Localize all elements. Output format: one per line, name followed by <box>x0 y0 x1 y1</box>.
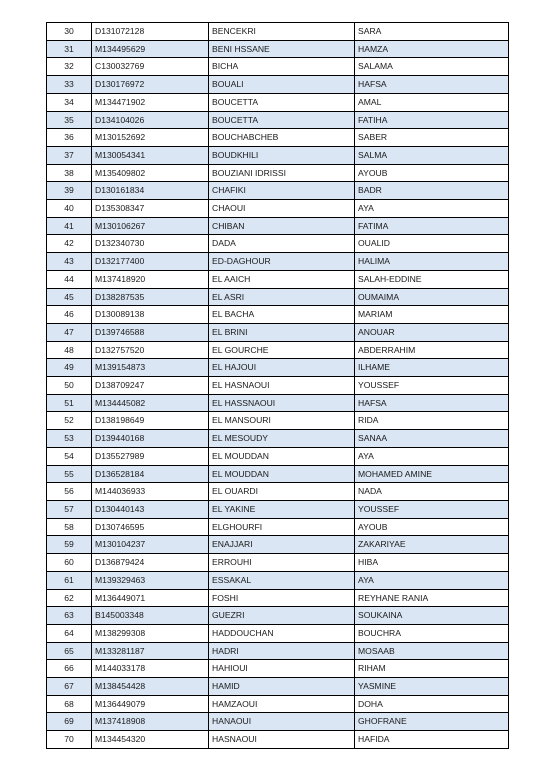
first-name-cell: GHOFRANE <box>355 713 509 731</box>
first-name-cell: YASMINE <box>355 678 509 696</box>
student-id-cell: D130089138 <box>92 306 209 324</box>
first-name-cell: FATIHA <box>355 111 509 129</box>
student-id-cell: M135409802 <box>92 164 209 182</box>
row-number-cell: 47 <box>47 323 92 341</box>
last-name-cell: EL MESOUDY <box>209 430 355 448</box>
student-id-cell: D136879424 <box>92 554 209 572</box>
row-number-cell: 38 <box>47 164 92 182</box>
last-name-cell: EL MOUDDAN <box>209 447 355 465</box>
student-id-cell: D138287535 <box>92 288 209 306</box>
row-number-cell: 31 <box>47 40 92 58</box>
last-name-cell: BOUCETTA <box>209 111 355 129</box>
row-number-cell: 53 <box>47 430 92 448</box>
last-name-cell: BENCEKRI <box>209 23 355 41</box>
last-name-cell: EL YAKINE <box>209 500 355 518</box>
first-name-cell: ANOUAR <box>355 323 509 341</box>
table-row <box>47 270 509 288</box>
student-id-cell: M137418908 <box>92 713 209 731</box>
table-row <box>47 731 509 749</box>
table-row <box>47 394 509 412</box>
table-row <box>47 713 509 731</box>
table-row <box>47 288 509 306</box>
last-name-cell: HAHIOUI <box>209 660 355 678</box>
last-name-cell: EL HASSNAOUI <box>209 394 355 412</box>
last-name-cell: ELGHOURFI <box>209 518 355 536</box>
row-number-cell: 65 <box>47 642 92 660</box>
last-name-cell: HANAOUI <box>209 713 355 731</box>
first-name-cell: YOUSSEF <box>355 377 509 395</box>
last-name-cell: EL MOUDDAN <box>209 465 355 483</box>
student-id-cell: M144033178 <box>92 660 209 678</box>
student-id-cell: M134454320 <box>92 731 209 749</box>
row-number-cell: 67 <box>47 678 92 696</box>
student-list-sheet <box>46 22 508 749</box>
first-name-cell: HAFSA <box>355 76 509 94</box>
last-name-cell: BOUDKHILI <box>209 146 355 164</box>
row-number-cell: 70 <box>47 731 92 749</box>
table-row <box>47 306 509 324</box>
first-name-cell: OUALID <box>355 235 509 253</box>
student-id-cell: D132340730 <box>92 235 209 253</box>
first-name-cell: BOUCHRA <box>355 624 509 642</box>
row-number-cell: 62 <box>47 589 92 607</box>
last-name-cell: EL MANSOURI <box>209 412 355 430</box>
row-number-cell: 69 <box>47 713 92 731</box>
student-id-cell: D132757520 <box>92 341 209 359</box>
row-number-cell: 36 <box>47 129 92 147</box>
row-number-cell: 63 <box>47 607 92 625</box>
table-row <box>47 146 509 164</box>
row-number-cell: 64 <box>47 624 92 642</box>
first-name-cell: SARA <box>355 23 509 41</box>
row-number-cell: 35 <box>47 111 92 129</box>
first-name-cell: SALMA <box>355 146 509 164</box>
table-row <box>47 430 509 448</box>
table-row <box>47 76 509 94</box>
table-row <box>47 58 509 76</box>
table-row <box>47 341 509 359</box>
first-name-cell: HAMZA <box>355 40 509 58</box>
last-name-cell: EL BACHA <box>209 306 355 324</box>
row-number-cell: 68 <box>47 695 92 713</box>
first-name-cell: MOSAAB <box>355 642 509 660</box>
row-number-cell: 52 <box>47 412 92 430</box>
row-number-cell: 40 <box>47 200 92 218</box>
student-id-cell: M139329463 <box>92 571 209 589</box>
student-id-cell: D138709247 <box>92 377 209 395</box>
table-row <box>47 554 509 572</box>
last-name-cell: CHAFIKI <box>209 182 355 200</box>
last-name-cell: EL AAICH <box>209 270 355 288</box>
last-name-cell: DADA <box>209 235 355 253</box>
student-id-cell: M133281187 <box>92 642 209 660</box>
student-id-cell: M138454428 <box>92 678 209 696</box>
student-id-cell: M139154873 <box>92 359 209 377</box>
table-row <box>47 500 509 518</box>
first-name-cell: REYHANE RANIA <box>355 589 509 607</box>
last-name-cell: EL BRINI <box>209 323 355 341</box>
last-name-cell: EL ASRI <box>209 288 355 306</box>
student-id-cell: B145003348 <box>92 607 209 625</box>
first-name-cell: ABDERRAHIM <box>355 341 509 359</box>
student-table-body <box>47 23 509 749</box>
row-number-cell: 51 <box>47 394 92 412</box>
student-id-cell: M136449079 <box>92 695 209 713</box>
last-name-cell: BICHA <box>209 58 355 76</box>
first-name-cell: DOHA <box>355 695 509 713</box>
student-id-cell: M137418920 <box>92 270 209 288</box>
table-row <box>47 465 509 483</box>
row-number-cell: 30 <box>47 23 92 41</box>
student-id-cell: M130152692 <box>92 129 209 147</box>
row-number-cell: 50 <box>47 377 92 395</box>
row-number-cell: 58 <box>47 518 92 536</box>
student-id-cell: D139440168 <box>92 430 209 448</box>
table-row <box>47 164 509 182</box>
table-row <box>47 359 509 377</box>
table-row <box>47 483 509 501</box>
first-name-cell: AYA <box>355 200 509 218</box>
student-table <box>46 22 509 749</box>
row-number-cell: 45 <box>47 288 92 306</box>
last-name-cell: HASNAOUI <box>209 731 355 749</box>
first-name-cell: ILHAME <box>355 359 509 377</box>
first-name-cell: MARIAM <box>355 306 509 324</box>
last-name-cell: HAMID <box>209 678 355 696</box>
last-name-cell: HADDOUCHAN <box>209 624 355 642</box>
row-number-cell: 42 <box>47 235 92 253</box>
table-row <box>47 695 509 713</box>
student-id-cell: M134471902 <box>92 93 209 111</box>
first-name-cell: HIBA <box>355 554 509 572</box>
last-name-cell: BENI HSSANE <box>209 40 355 58</box>
last-name-cell: BOUCHABCHEB <box>209 129 355 147</box>
row-number-cell: 60 <box>47 554 92 572</box>
table-row <box>47 377 509 395</box>
row-number-cell: 32 <box>47 58 92 76</box>
student-id-cell: M138299308 <box>92 624 209 642</box>
first-name-cell: NADA <box>355 483 509 501</box>
student-id-cell: D130746595 <box>92 518 209 536</box>
table-row <box>47 660 509 678</box>
table-row <box>47 182 509 200</box>
row-number-cell: 43 <box>47 253 92 271</box>
first-name-cell: OUMAIMA <box>355 288 509 306</box>
first-name-cell: MOHAMED AMINE <box>355 465 509 483</box>
student-id-cell: D136528184 <box>92 465 209 483</box>
table-row <box>47 235 509 253</box>
student-id-cell: D138198649 <box>92 412 209 430</box>
first-name-cell: AMAL <box>355 93 509 111</box>
first-name-cell: HAFSA <box>355 394 509 412</box>
last-name-cell: EL HASNAOUI <box>209 377 355 395</box>
table-row <box>47 200 509 218</box>
row-number-cell: 56 <box>47 483 92 501</box>
table-row <box>47 111 509 129</box>
row-number-cell: 39 <box>47 182 92 200</box>
last-name-cell: GUEZRI <box>209 607 355 625</box>
table-row <box>47 217 509 235</box>
first-name-cell: RIHAM <box>355 660 509 678</box>
last-name-cell: CHIBAN <box>209 217 355 235</box>
student-id-cell: M130054341 <box>92 146 209 164</box>
student-id-cell: D135308347 <box>92 200 209 218</box>
first-name-cell: HAFIDA <box>355 731 509 749</box>
first-name-cell: HALIMA <box>355 253 509 271</box>
first-name-cell: AYOUB <box>355 518 509 536</box>
last-name-cell: ENAJJARI <box>209 536 355 554</box>
first-name-cell: FATIMA <box>355 217 509 235</box>
last-name-cell: ERROUHI <box>209 554 355 572</box>
student-id-cell: D132177400 <box>92 253 209 271</box>
row-number-cell: 66 <box>47 660 92 678</box>
row-number-cell: 57 <box>47 500 92 518</box>
last-name-cell: CHAOUI <box>209 200 355 218</box>
last-name-cell: BOUZIANI IDRISSI <box>209 164 355 182</box>
row-number-cell: 49 <box>47 359 92 377</box>
first-name-cell: YOUSSEF <box>355 500 509 518</box>
table-row <box>47 571 509 589</box>
table-row <box>47 589 509 607</box>
table-row <box>47 624 509 642</box>
row-number-cell: 46 <box>47 306 92 324</box>
student-id-cell: D130440143 <box>92 500 209 518</box>
row-number-cell: 59 <box>47 536 92 554</box>
table-row <box>47 536 509 554</box>
last-name-cell: EL OUARDI <box>209 483 355 501</box>
row-number-cell: 54 <box>47 447 92 465</box>
first-name-cell: AYA <box>355 447 509 465</box>
first-name-cell: SALAMA <box>355 58 509 76</box>
row-number-cell: 34 <box>47 93 92 111</box>
row-number-cell: 33 <box>47 76 92 94</box>
student-id-cell: M130106267 <box>92 217 209 235</box>
student-id-cell: D130161834 <box>92 182 209 200</box>
student-id-cell: D135527989 <box>92 447 209 465</box>
last-name-cell: HAMZAOUI <box>209 695 355 713</box>
row-number-cell: 61 <box>47 571 92 589</box>
table-row <box>47 518 509 536</box>
student-id-cell: M134495629 <box>92 40 209 58</box>
row-number-cell: 44 <box>47 270 92 288</box>
table-row <box>47 93 509 111</box>
row-number-cell: 48 <box>47 341 92 359</box>
student-id-cell: M144036933 <box>92 483 209 501</box>
last-name-cell: FOSHI <box>209 589 355 607</box>
row-number-cell: 37 <box>47 146 92 164</box>
first-name-cell: ZAKARIYAE <box>355 536 509 554</box>
table-row <box>47 40 509 58</box>
student-id-cell: M130104237 <box>92 536 209 554</box>
first-name-cell: AYA <box>355 571 509 589</box>
table-row <box>47 129 509 147</box>
table-row <box>47 323 509 341</box>
table-row <box>47 253 509 271</box>
first-name-cell: SABER <box>355 129 509 147</box>
first-name-cell: SANAA <box>355 430 509 448</box>
first-name-cell: BADR <box>355 182 509 200</box>
student-id-cell: M134445082 <box>92 394 209 412</box>
last-name-cell: BOUALI <box>209 76 355 94</box>
table-row <box>47 447 509 465</box>
last-name-cell: EL HAJOUI <box>209 359 355 377</box>
student-id-cell: D134104026 <box>92 111 209 129</box>
first-name-cell: RIDA <box>355 412 509 430</box>
last-name-cell: HADRI <box>209 642 355 660</box>
first-name-cell: SOUKAINA <box>355 607 509 625</box>
table-row <box>47 23 509 41</box>
last-name-cell: ESSAKAL <box>209 571 355 589</box>
first-name-cell: SALAH-EDDINE <box>355 270 509 288</box>
table-row <box>47 607 509 625</box>
table-row <box>47 678 509 696</box>
student-id-cell: M136449071 <box>92 589 209 607</box>
last-name-cell: ED-DAGHOUR <box>209 253 355 271</box>
last-name-cell: EL GOURCHE <box>209 341 355 359</box>
first-name-cell: AYOUB <box>355 164 509 182</box>
row-number-cell: 41 <box>47 217 92 235</box>
table-row <box>47 412 509 430</box>
student-id-cell: D139746588 <box>92 323 209 341</box>
student-id-cell: D130176972 <box>92 76 209 94</box>
last-name-cell: BOUCETTA <box>209 93 355 111</box>
student-id-cell: D131072128 <box>92 23 209 41</box>
table-row <box>47 642 509 660</box>
row-number-cell: 55 <box>47 465 92 483</box>
student-id-cell: C130032769 <box>92 58 209 76</box>
